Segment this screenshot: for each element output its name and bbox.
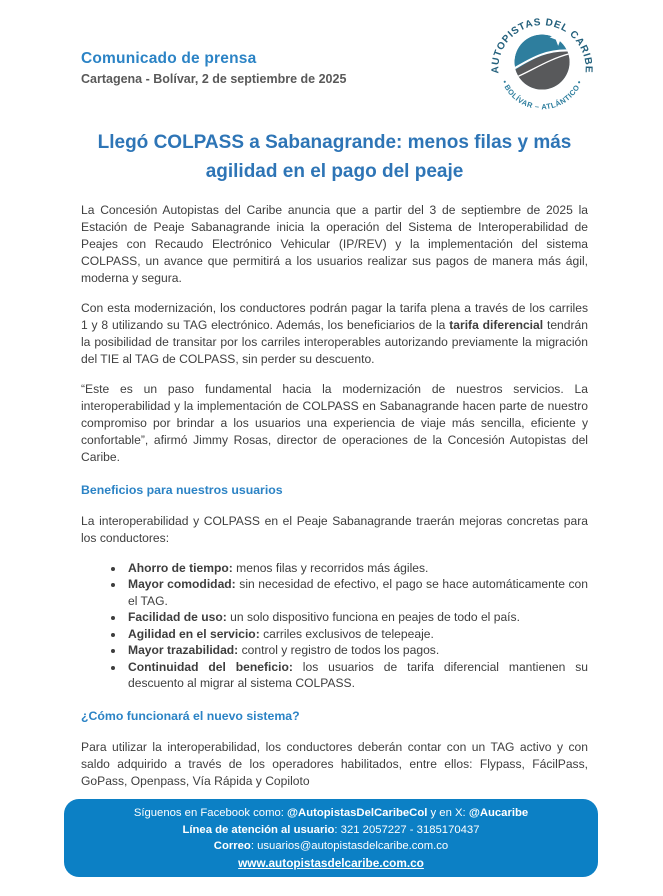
footer-text: Síguenos en Facebook como: [133,807,288,819]
bullet-text: un solo dispositivo funciona en peajes de todo el país. [226,610,520,625]
logo-road-emblem [509,34,574,93]
autopistas-del-caribe-logo [485,5,599,119]
email-label: Correo [213,840,251,852]
bold-tarifa-diferencial: tarifa diferencial [449,317,544,332]
paragraph-text: tendrán la posibilidad de transitar por los carriles interoperables autorizando previamente la migración del TIE al TAG de COLPASS, sin perder su descuento. [81,317,588,366]
bullet-text: los usuarios de tarifa diferencial mantienen su descuento al migrar al sistema COLPASS. [128,659,589,691]
phone-numbers: : 321 2057227 - 3185170437 [334,823,480,836]
dateline: Cartagena - Bolívar, 2 de septiembre de 2025 [81,72,347,86]
list-item-continuidad [125,659,588,692]
page-title: Llegó COLPASS a Sabanagrande: menos filas y más agilidad en el pago del peaje [97,132,572,183]
bullet-lead: Facilidad de uso: [128,610,227,625]
list-item-agilidad [125,626,588,643]
social-media-line [134,805,528,822]
logo-graphic [485,5,599,119]
document-type-heading: Comunicado de prensa [81,50,257,67]
bullet-text: sin necesidad de efectivo, el pago se hace automáticamente con el TAG. [128,577,588,608]
bullet-text: menos filas y recorridos más ágiles. [232,560,429,575]
paragraph-announcement: La Concesión Autopistas del Caribe anuncia que a partir del 3 de septiembre de 2025 la Estación de Peaje Sabanagrande inicia la operación del Sistema de Interoperabilidad de Peajes con Recaudo Electrónico Vehicular (IP/REV) y la implementación del sistema COLPASS, un avance que permitirá a los usuarios realizar sus pagos de manera más ágil, moderna y segura. [81,202,588,285]
bullet-text: control y registro de todos los pagos. [238,643,440,658]
bullet-lead: Ahorro de tiempo: [128,560,233,575]
phone-line [182,822,479,839]
list-item-comodidad [125,576,588,609]
website-link[interactable]: www.autopistasdelcaribe.com.co [238,855,424,870]
paragraph-how-it-works: Para utilizar la interoperabilidad, los conductores deberán contar con un TAG activo y con saldo adquirido a través de los operadores habilitados, entre ellos: Flypass, FácilPass, GoPass, Openpass, Vía Rápida y Copiloto [81,739,588,788]
logo-arc-top-text: AUTOPISTAS DEL CARIBE [490,17,594,74]
paragraph-modernization [81,300,588,368]
bullet-lead: Agilidad en el servicio: [128,626,260,641]
section-heading-how-it-works: ¿Cómo funcionará el nuevo sistema? [81,708,300,723]
bullet-lead: Mayor trazabilidad: [128,643,239,658]
bullet-text: carriles exclusivos de telepeaje. [259,626,434,641]
paragraph-benefits-intro: La interoperabilidad y COLPASS en el Peaje Sabanagrande traerán mejoras concretas para los conductores: [81,513,588,545]
list-item-trazabilidad [125,642,588,659]
x-handle: @Aucaribe [468,807,529,819]
section-heading-benefits: Beneficios para nuestros usuarios [81,482,283,497]
contact-footer [64,799,598,877]
bullet-lead: Continuidad del beneficio: [128,659,293,674]
email-address: : usuarios@autopistasdelcaribe.com.co [250,840,449,852]
facebook-handle: @AutopistasDelCaribeCol [287,807,428,819]
footer-text: y en X: [427,807,469,819]
benefits-list [81,560,588,692]
phone-label: Línea de atención al usuario [182,823,335,836]
bullet-lead: Mayor comodidad: [128,577,236,592]
list-item-ahorro [125,560,588,577]
logo-arc-bottom-text: • BOLÍVAR – ATLÁNTICO • [500,78,584,112]
email-line [214,838,448,855]
list-item-facilidad [125,609,588,626]
paragraph-text: Con esta modernización, los conductores podrán pagar la tarifa plena a través de los carriles 1 y 8 utilizando su TAG electrónico. Además, los beneficiarios de la [81,300,588,332]
paragraph-quote: “Este es un paso fundamental hacia la modernización de nuestros servicios. La interoperabilidad y la implementación de COLPASS en Sabanagrande hacen parte de nuestro compromiso por brindar a los usuarios una experiencia de viaje más sencilla, eficiente y confortable”, afirmó Jimmy Rosas, director de operaciones de la Concesión Autopistas del Caribe. [81,381,588,464]
